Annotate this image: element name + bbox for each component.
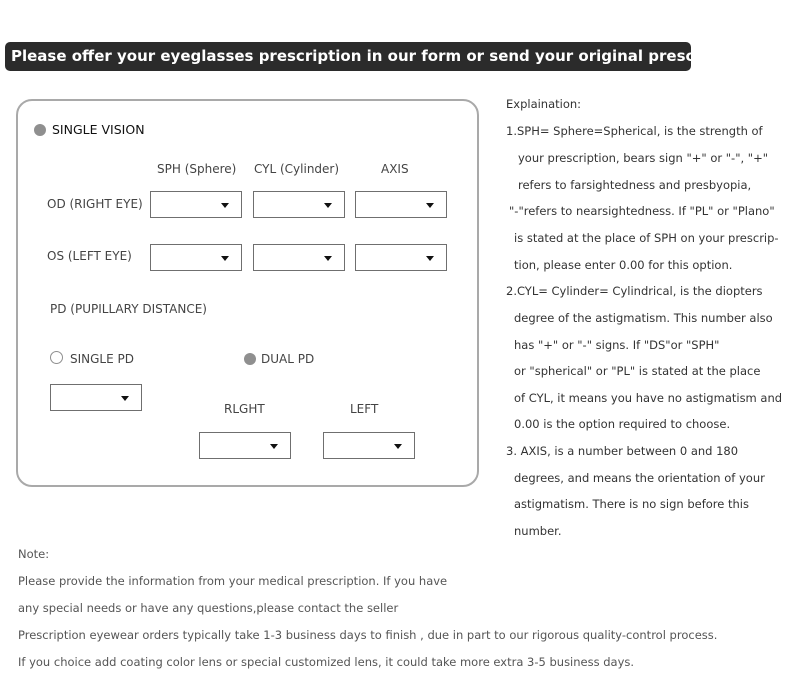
single-vision-radio[interactable] <box>34 124 46 136</box>
explanation-line: tion, please enter 0.00 for this option. <box>514 258 733 272</box>
explanation-line: has "+" or "-" signs. If "DS"or "SPH" <box>514 338 720 352</box>
note-title: Note: <box>18 547 50 561</box>
os-axis-select[interactable] <box>355 244 447 271</box>
os-cyl-select[interactable] <box>253 244 345 271</box>
note-line: If you choice add coating color lens or special customized lens, it could take more extra 3-5 business days. <box>18 655 635 669</box>
os-left-eye-label: OS (LEFT EYE) <box>47 249 132 263</box>
explanation-line: 0.00 is the option required to choose. <box>514 417 731 431</box>
explanation-line: degree of the astigmatism. This number also <box>514 311 773 325</box>
chevron-down-icon <box>221 203 229 208</box>
page-banner: Please offer your eyeglasses prescription in our form or send your original prescription to us. <box>5 42 691 71</box>
chevron-down-icon <box>394 444 402 449</box>
pd-title: PD (PUPILLARY DISTANCE) <box>50 302 207 316</box>
chevron-down-icon <box>121 396 129 401</box>
explanation-line: refers to farsightedness and presbyopia, <box>518 178 752 192</box>
left-pd-label: LEFT <box>350 402 379 416</box>
chevron-down-icon <box>270 444 278 449</box>
cyl-column-header: CYL (Cylinder) <box>254 162 340 176</box>
explanation-line: degrees, and means the orientation of your <box>514 471 765 485</box>
explanation-line: "-"refers to nearsightedness. If "PL" or "Plano" <box>509 204 775 218</box>
chevron-down-icon <box>426 256 434 261</box>
dual-pd-radio[interactable] <box>244 353 256 365</box>
explanation-line: 2.CYL= Cylinder= Cylindrical, is the diopters <box>506 284 763 298</box>
explanation-title: Explaination: <box>506 97 582 111</box>
od-right-eye-label: OD (RIGHT EYE) <box>47 197 143 211</box>
od-axis-select[interactable] <box>355 191 447 218</box>
right-pd-select[interactable] <box>199 432 291 459</box>
right-pd-label: RLGHT <box>224 402 265 416</box>
note-line: Please provide the information from your medical prescription. If you have <box>18 574 448 588</box>
note-line: Prescription eyewear orders typically take 1-3 business days to finish , due in part to our rigorous quality-control process. <box>18 628 718 642</box>
dual-pd-label: DUAL PD <box>261 352 315 366</box>
chevron-down-icon <box>324 256 332 261</box>
explanation-line: your prescription, bears sign "+" or "-", "+" <box>518 151 769 165</box>
chevron-down-icon <box>221 256 229 261</box>
od-cyl-select[interactable] <box>253 191 345 218</box>
od-sph-select[interactable] <box>150 191 242 218</box>
single-pd-radio[interactable] <box>50 351 63 364</box>
single-pd-select[interactable] <box>50 384 142 411</box>
axis-column-header: AXIS <box>381 162 409 176</box>
single-pd-label: SINGLE PD <box>70 352 134 366</box>
chevron-down-icon <box>426 203 434 208</box>
explanation-line: of CYL, it means you have no astigmatism and <box>514 391 783 405</box>
note-line: any special needs or have any questions,please contact the seller <box>18 601 399 615</box>
explanation-line: or "spherical" or "PL" is stated at the place <box>514 364 761 378</box>
prescription-form <box>16 99 479 487</box>
explanation-line: 3. AXIS, is a number between 0 and 180 <box>506 444 739 458</box>
explanation-line: astigmatism. There is no sign before this <box>514 497 749 511</box>
os-sph-select[interactable] <box>150 244 242 271</box>
explanation-line: is stated at the place of SPH on your prescrip- <box>514 231 779 245</box>
sph-column-header: SPH (Sphere) <box>157 162 237 176</box>
single-vision-label: SINGLE VISION <box>52 122 145 137</box>
chevron-down-icon <box>324 203 332 208</box>
explanation-line: 1.SPH= Sphere=Spherical, is the strength of <box>506 124 763 138</box>
explanation-line: number. <box>514 524 562 538</box>
left-pd-select[interactable] <box>323 432 415 459</box>
